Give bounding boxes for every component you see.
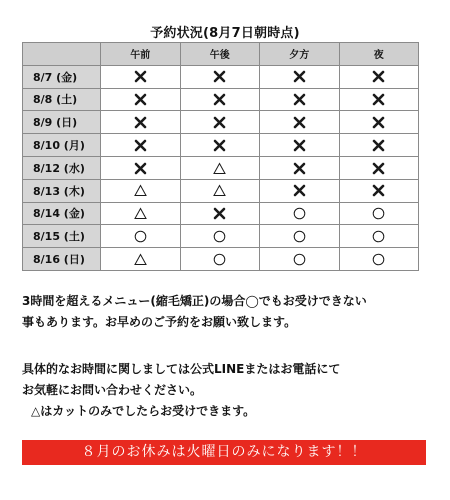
date-cell: 8/12 (水) bbox=[23, 156, 101, 179]
x-mark-icon bbox=[213, 207, 226, 220]
date-cell: 8/14 (金) bbox=[23, 202, 101, 225]
circle-icon bbox=[372, 253, 385, 266]
x-mark-icon bbox=[372, 93, 385, 106]
availability-cell bbox=[180, 202, 260, 225]
date-cell: 8/9 (日) bbox=[23, 111, 101, 134]
availability-cell bbox=[180, 65, 260, 88]
availability-cell bbox=[101, 225, 181, 248]
availability-cell bbox=[260, 111, 340, 134]
x-mark-icon bbox=[213, 93, 226, 106]
note-paragraph-1 bbox=[22, 291, 432, 333]
availability-cell bbox=[260, 179, 340, 202]
availability-cell bbox=[339, 225, 419, 248]
availability-cell bbox=[101, 88, 181, 111]
x-mark-icon bbox=[293, 184, 306, 197]
availability-cell bbox=[260, 225, 340, 248]
availability-cell bbox=[101, 134, 181, 157]
availability-cell bbox=[260, 156, 340, 179]
availability-cell bbox=[101, 156, 181, 179]
x-mark-icon bbox=[134, 70, 147, 83]
availability-cell bbox=[339, 88, 419, 111]
availability-cell bbox=[101, 202, 181, 225]
availability-cell bbox=[339, 65, 419, 88]
availability-cell bbox=[339, 111, 419, 134]
availability-cell bbox=[339, 248, 419, 271]
availability-cell bbox=[180, 248, 260, 271]
availability-cell bbox=[260, 134, 340, 157]
circle-icon bbox=[293, 230, 306, 243]
date-cell: 8/15 (土) bbox=[23, 225, 101, 248]
x-mark-icon bbox=[372, 184, 385, 197]
circle-icon bbox=[372, 230, 385, 243]
x-mark-icon bbox=[213, 70, 226, 83]
note-line: 具体的なお時間に関しましては公式LINEまたはお電話にて bbox=[22, 362, 341, 376]
circle-icon bbox=[213, 253, 226, 266]
availability-cell bbox=[339, 134, 419, 157]
header-evening: 夕方 bbox=[260, 43, 340, 66]
reservation-table bbox=[22, 42, 419, 271]
x-mark-icon bbox=[134, 116, 147, 129]
note-line: 3時間を超えるメニュー(縮毛矯正)の場合◯でもお受けできない bbox=[22, 294, 367, 308]
table-row bbox=[23, 111, 419, 134]
availability-cell bbox=[180, 88, 260, 111]
note-paragraph-2 bbox=[22, 359, 432, 422]
availability-cell bbox=[260, 65, 340, 88]
availability-cell bbox=[260, 248, 340, 271]
availability-cell bbox=[180, 179, 260, 202]
page-title: 予約状況(8月7日朝時点) bbox=[150, 26, 300, 41]
header-corner bbox=[23, 43, 101, 66]
table-row bbox=[23, 248, 419, 271]
date-cell: 8/13 (木) bbox=[23, 179, 101, 202]
x-mark-icon bbox=[293, 93, 306, 106]
x-mark-icon bbox=[372, 116, 385, 129]
availability-cell bbox=[339, 179, 419, 202]
table-row bbox=[23, 156, 419, 179]
circle-icon bbox=[293, 253, 306, 266]
availability-cell bbox=[339, 202, 419, 225]
x-mark-icon bbox=[293, 70, 306, 83]
table-row bbox=[23, 179, 419, 202]
x-mark-icon bbox=[134, 162, 147, 175]
date-cell: 8/8 (土) bbox=[23, 88, 101, 111]
table-header-row bbox=[23, 43, 419, 66]
triangle-icon bbox=[213, 184, 226, 197]
header-afternoon: 午後 bbox=[180, 43, 260, 66]
availability-cell bbox=[260, 88, 340, 111]
x-mark-icon bbox=[213, 116, 226, 129]
circle-icon bbox=[134, 230, 147, 243]
triangle-icon bbox=[213, 162, 226, 175]
note-line: お気軽にお問い合わせください。 bbox=[22, 383, 203, 397]
availability-cell bbox=[180, 134, 260, 157]
availability-cell bbox=[101, 248, 181, 271]
availability-cell bbox=[101, 65, 181, 88]
availability-cell bbox=[180, 156, 260, 179]
x-mark-icon bbox=[134, 139, 147, 152]
circle-icon bbox=[213, 230, 226, 243]
triangle-icon bbox=[134, 184, 147, 197]
circle-icon bbox=[293, 207, 306, 220]
holiday-banner: ８月のお休みは火曜日のみになります！！ bbox=[22, 440, 426, 465]
triangle-icon bbox=[134, 207, 147, 220]
triangle-icon bbox=[134, 253, 147, 266]
x-mark-icon bbox=[134, 93, 147, 106]
availability-cell bbox=[180, 111, 260, 134]
x-mark-icon bbox=[372, 139, 385, 152]
x-mark-icon bbox=[372, 162, 385, 175]
date-cell: 8/16 (日) bbox=[23, 248, 101, 271]
note-line: 事もあります。お早めのご予約をお願い致します。 bbox=[22, 315, 297, 329]
date-cell: 8/10 (月) bbox=[23, 134, 101, 157]
table-row bbox=[23, 134, 419, 157]
note-line: △はカットのみでしたらお受けできます。 bbox=[31, 404, 256, 418]
availability-cell bbox=[101, 179, 181, 202]
x-mark-icon bbox=[293, 162, 306, 175]
x-mark-icon bbox=[213, 139, 226, 152]
header-night: 夜 bbox=[339, 43, 419, 66]
x-mark-icon bbox=[293, 139, 306, 152]
x-mark-icon bbox=[293, 116, 306, 129]
table-row bbox=[23, 202, 419, 225]
availability-cell bbox=[339, 156, 419, 179]
date-cell: 8/7 (金) bbox=[23, 65, 101, 88]
table-row bbox=[23, 88, 419, 111]
x-mark-icon bbox=[372, 70, 385, 83]
table-row bbox=[23, 65, 419, 88]
availability-cell bbox=[180, 225, 260, 248]
circle-icon bbox=[372, 207, 385, 220]
availability-cell bbox=[101, 111, 181, 134]
availability-cell bbox=[260, 202, 340, 225]
header-morning: 午前 bbox=[101, 43, 181, 66]
table-row bbox=[23, 225, 419, 248]
